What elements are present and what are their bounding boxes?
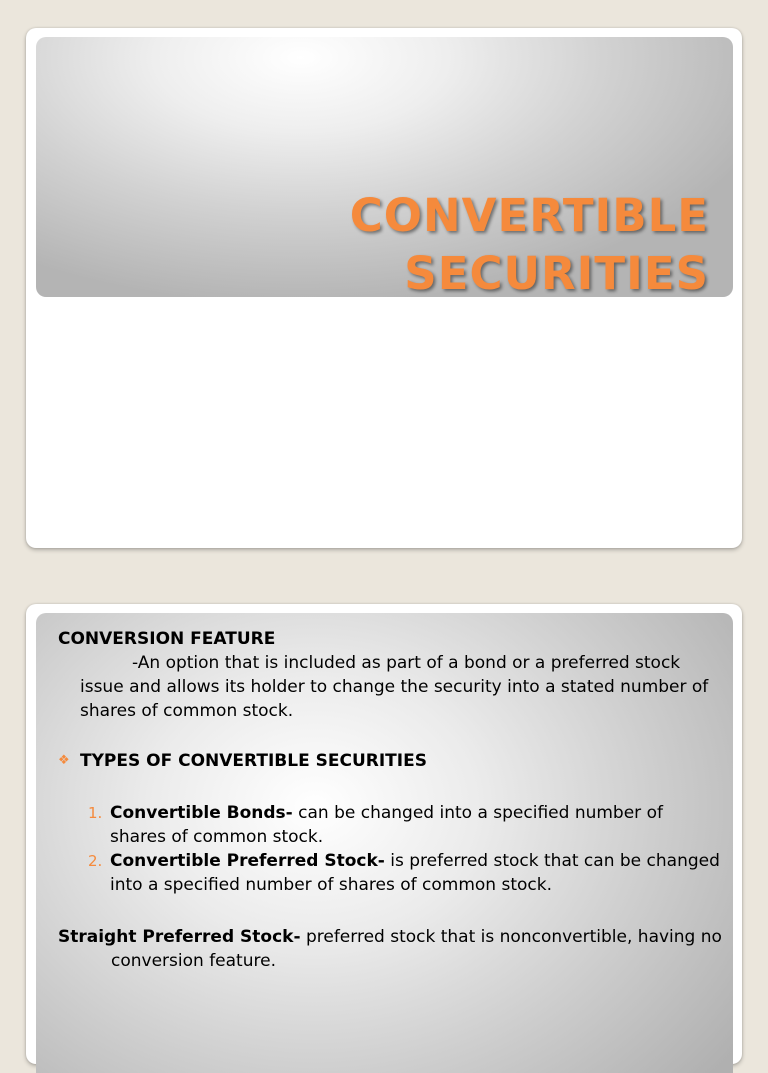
straight-preferred-stock-description: preferred stock that is nonconvertible, having no conversion feature. [111,927,722,971]
content-panel [36,613,733,1073]
conversion-feature-heading: CONVERSION FEATURE [58,629,276,649]
title-panel [36,37,733,300]
straight-preferred-stock [58,925,723,973]
content-slide [26,604,742,1064]
convertible-bonds-term: Convertible Bonds- [110,803,293,823]
types-heading [58,749,723,773]
list-item [88,801,723,849]
list-item [88,849,723,897]
convertible-preferred-stock-description: is preferred stock that can be changed into a specified number of shares of common stock. [110,851,720,895]
list-number: 2. [88,852,103,870]
slide-title-line-1: CONVERTIBLE [349,189,709,242]
slide-title [350,187,709,303]
content-body [58,627,723,973]
slide-title-line-2: SECURITIES [404,247,709,300]
list-number: 1. [88,804,103,822]
conversion-feature-definition: -An option that is included as part of a bond or a preferred stock issue and allows its holder to change the security into a stated number of shares of common stock. [80,653,709,721]
convertible-bonds-description: can be changed into a specified number of shares of common stock. [110,803,663,847]
convertible-preferred-stock-term: Convertible Preferred Stock- [110,851,385,871]
straight-preferred-stock-term: Straight Preferred Stock- [58,927,301,947]
types-heading-text: TYPES OF CONVERTIBLE SECURITIES [80,751,427,771]
diamond-bullet-icon: ❖ [58,753,70,768]
types-list [58,801,723,897]
title-slide [26,28,742,548]
